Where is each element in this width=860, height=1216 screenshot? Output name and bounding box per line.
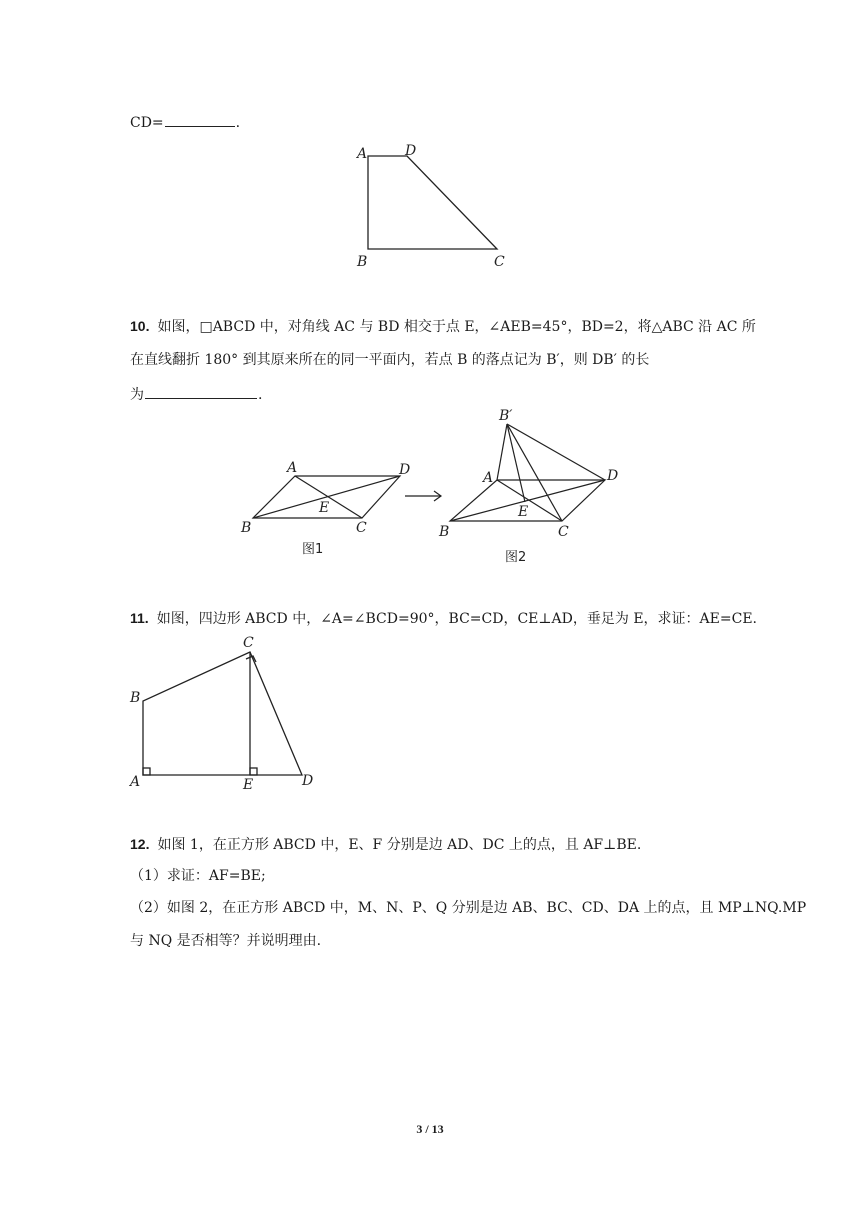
fig9-label-c: C: [494, 254, 505, 270]
q10-text1: 如图，□ABCD 中，对角线 AC 与 BD 相交于点 E，∠AEB=45°，BD=2，将△ABC 沿 AC 所: [157, 319, 756, 335]
q10-number: 10.: [130, 318, 150, 334]
q10-line2: 在直线翻折 180° 到其原来所在的同一平面内，若点 B 的落点记为 B′，则 DB′ 的长: [130, 352, 650, 368]
fig9-label-a: A: [357, 146, 368, 162]
q12-text1: 如图 1，在正方形 ABCD 中，E、F 分别是边 AD、DC 上的点，且 AF⊥BE.: [157, 837, 642, 853]
q10-line3-lead: 为: [130, 387, 144, 403]
q12-part2-line1: （2）如图 2，在正方形 ABCD 中，M、N、P、Q 分别是边 AB、BC、CD、DA 上的点，且 MP⊥NQ.MP: [130, 900, 807, 916]
fig10-f2-label-c: C: [558, 524, 569, 540]
fig11-label-a: A: [130, 774, 141, 790]
fig9-label-b: B: [357, 254, 368, 270]
q10-line3-tail: .: [258, 387, 263, 403]
q9-tail: .: [235, 115, 241, 131]
fig10-f2-label-a: A: [483, 470, 494, 486]
fig11-label-d: D: [302, 773, 314, 789]
fig10-f1-label-d: D: [399, 462, 411, 478]
q11-text: 如图，四边形 ABCD 中，∠A=∠BCD=90°，BC=CD，CE⊥AD，垂足为 E，求证：AE=CE.: [156, 611, 757, 627]
fig10-f2-label-d: D: [607, 468, 619, 484]
q9-lead: CD=: [130, 115, 164, 131]
fig9-label-d: D: [405, 143, 417, 159]
fig10-f1-label-c: C: [356, 520, 367, 536]
fig11-label-c: C: [243, 635, 254, 651]
fig10-caption1: 图1: [302, 542, 324, 557]
fig10-f1-label-a: A: [287, 460, 298, 476]
q12-number: 12.: [130, 836, 150, 852]
fig10-f2-label-e: E: [518, 504, 529, 520]
fig11-right-angle-a: [143, 768, 150, 775]
fig10-f1-label-e: E: [319, 500, 330, 516]
q12-part1: （1）求证：AF=BE;: [130, 868, 266, 884]
fig11-label-b: B: [130, 690, 141, 706]
page-number: 3 / 13: [416, 1122, 444, 1136]
q11-number: 11.: [130, 610, 149, 626]
fig11-label-e: E: [243, 777, 254, 793]
q12-part2-line2: 与 NQ 是否相等？并说明理由.: [130, 933, 322, 949]
fig11-shape: [143, 652, 302, 775]
fig10-f1-label-b: B: [241, 520, 252, 536]
q12-line1: [130, 834, 641, 855]
fig11-right-angle-e: [250, 768, 257, 775]
fig10-f2-label-bprime: B′: [499, 408, 513, 424]
fig10-f2-label-b: B: [439, 524, 450, 540]
fig10-caption2: 图2: [505, 550, 527, 565]
